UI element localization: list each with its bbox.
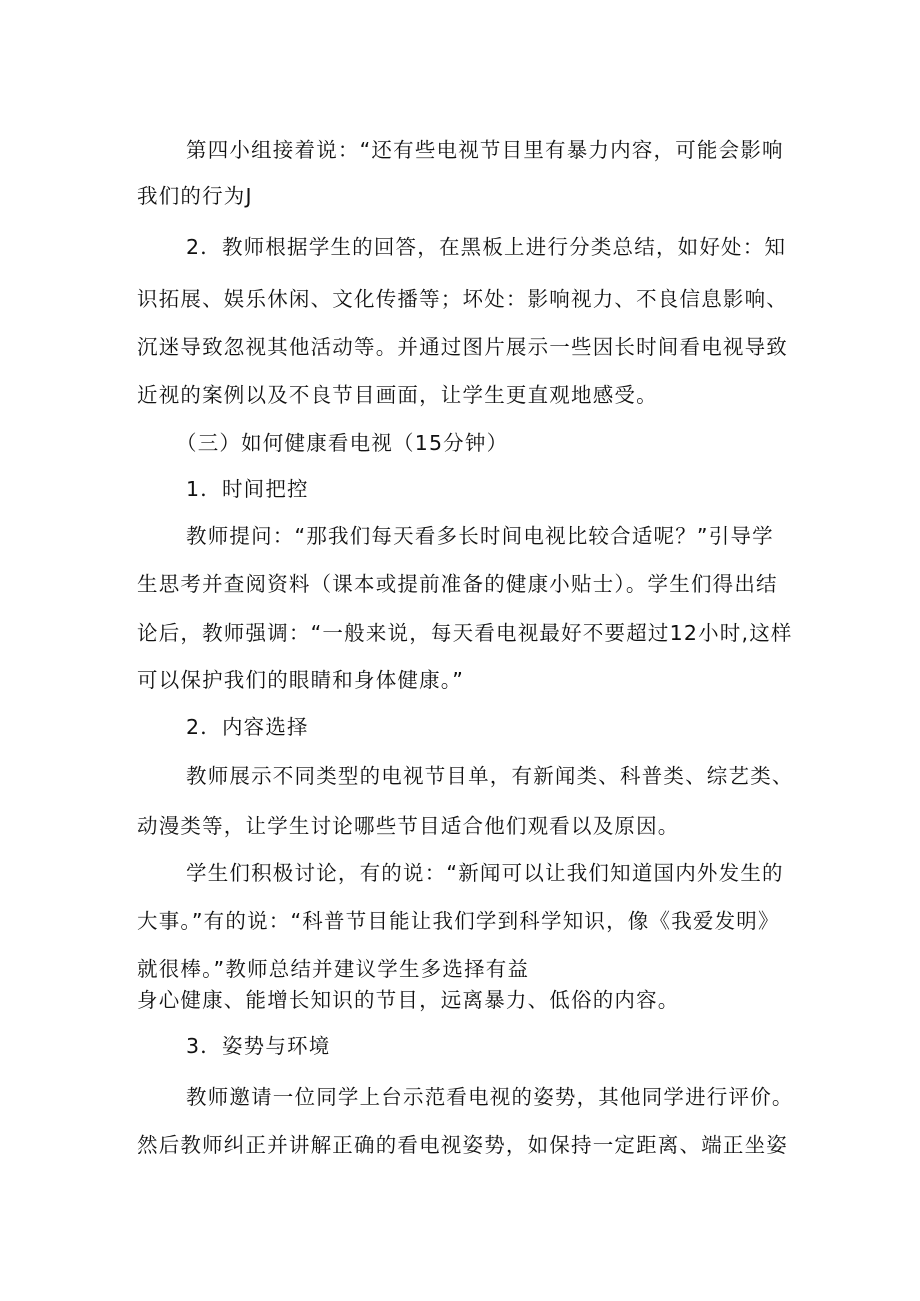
paragraph-line: 我们的行为J — [137, 184, 253, 208]
paragraph-line: 第四小组接着说：“还有些电视节目里有暴力内容，可能会影响 — [186, 138, 784, 162]
paragraph-line: 教师展示不同类型的电视节目单，有新闻类、科普类、综艺类、 — [186, 764, 794, 788]
section-heading: （三）如何健康看电视（15分钟） — [176, 431, 509, 455]
paragraph-line: 然后教师纠正并讲解正确的看电视姿势，如保持一定距离、端正坐姿 — [137, 1133, 788, 1157]
paragraph-line: 可以保护我们的眼睛和身体健康。” — [137, 668, 465, 692]
subsection-heading: 2．内容选择 — [186, 715, 309, 739]
paragraph-line: 教师邀请一位同学上台示范看电视的姿势，其他同学进行评价。 — [186, 1085, 794, 1109]
paragraph-line: 教师提问：“那我们每天看多长时间电视比较合适呢？”引导学 — [186, 524, 774, 548]
paragraph-line: 生思考并查阅资料（课本或提前准备的健康小贴士）。学生们得出结 — [137, 572, 778, 596]
paragraph-line: 识拓展、娱乐休闲、文化传播等；坏处：影响视力、不良信息影响、 — [137, 287, 788, 311]
paragraph-line: 动漫类等，让学生讨论哪些节目适合他们观看以及原因。 — [137, 814, 680, 838]
paragraph-line: 大事。”有的说：“科普节目能让我们学到科学知识，像《我爱发明》 — [137, 909, 780, 933]
paragraph-line: 论后，教师强调：“一般来说，每天看电视最好不要超过12小时,这样 — [137, 621, 793, 645]
numbered-item: 2．教师根据学生的回答，在黑板上进行分类总结，如好处：知 — [186, 235, 787, 259]
subsection-heading: 1．时间把控 — [186, 477, 309, 501]
paragraph-line: 近视的案例以及不良节目画面，让学生更直观地感受。 — [137, 383, 658, 407]
paragraph-line: 就很棒。”教师总结并建议学生多选择有益 — [137, 957, 530, 981]
paragraph-line: 学生们积极讨论，有的说：“新闻可以让我们知道国内外发生的 — [186, 861, 784, 885]
paragraph-line: 身心健康、能增长知识的节目，远离暴力、低俗的内容。 — [137, 988, 680, 1012]
subsection-heading: 3．姿势与环境 — [186, 1034, 331, 1058]
paragraph-line: 沉迷导致忽视其他活动等。并通过图片展示一些因长时间看电视导致 — [137, 335, 788, 359]
